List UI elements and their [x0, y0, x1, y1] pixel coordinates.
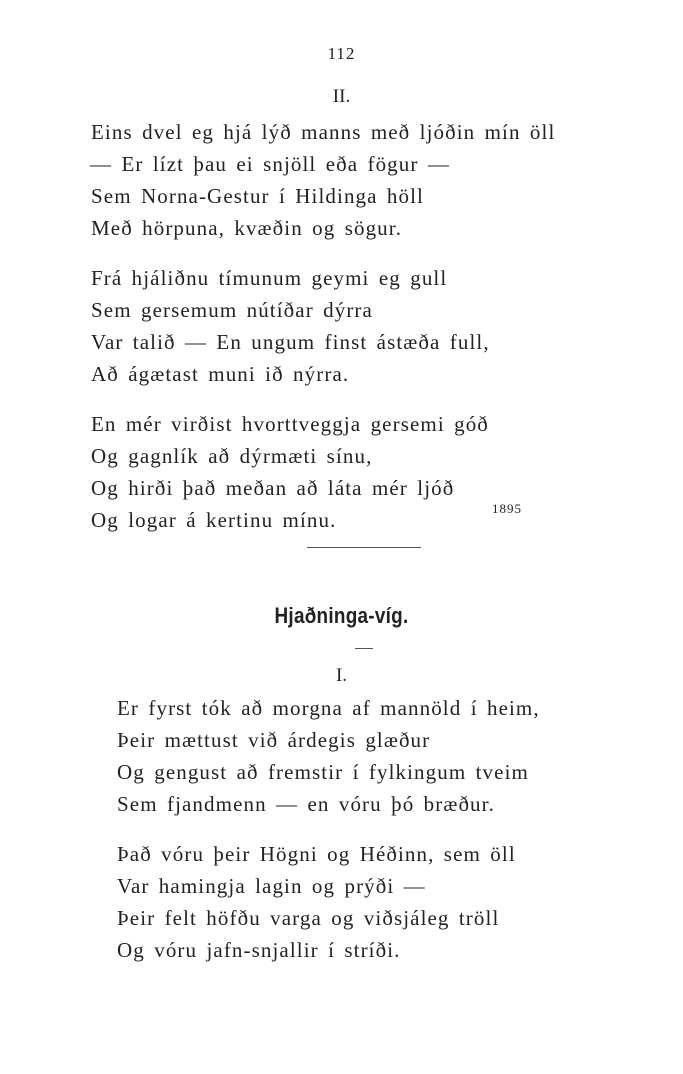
verse-line: Var hamingja lagin og prýði — — [117, 874, 426, 898]
verse-line: Að ágætast muni ið nýrra. — [91, 362, 350, 386]
verse-line: Þeir felt höfðu varga og viðsjáleg tröll — [117, 906, 500, 930]
poem-title: Hjaðninga-víg. — [274, 603, 409, 628]
verse-line: — Er lízt þau ei snjöll eða fögur — — [90, 152, 450, 176]
verse-line: Frá hjáliðnu tímunum geymi eg gull — [91, 266, 448, 290]
poem-section-one — [117, 692, 540, 984]
section-divider — [307, 547, 421, 548]
poem-section-two — [91, 116, 555, 554]
verse-line: Sem gersemum nútíðar dýrra — [91, 298, 373, 322]
verse-line: Og logar á kertinu mínu. — [91, 508, 337, 532]
verse-line: Og gengust að fremstir í fylkingum tveim — [117, 760, 529, 784]
verse-line: Var talið — En ungum finst ástæða full, — [91, 330, 490, 354]
stanza — [91, 116, 555, 244]
section-numeral-one: I. — [335, 665, 348, 686]
poem-date: 1895 — [492, 501, 522, 516]
page-number: 112 — [327, 44, 356, 63]
stanza — [91, 262, 555, 390]
verse-line: Og hirði það meðan að láta mér ljóð — [91, 476, 455, 500]
verse-line: Þeir mættust við árdegis glæður — [117, 728, 431, 752]
verse-line: Og vóru jafn-snjallir í stríði. — [117, 938, 401, 962]
verse-line: Sem Norna-Gestur í Hildinga höll — [91, 184, 424, 208]
stanza — [91, 408, 555, 536]
verse-line: Eins dvel eg hjá lýð manns með ljóðin mín öll — [91, 120, 556, 144]
verse-line: Með hörpuna, kvæðin og sögur. — [91, 216, 403, 240]
verse-line: Sem fjandmenn — en vóru þó bræður. — [117, 792, 495, 816]
verse-line: Það vóru þeir Högni og Héðinn, sem öll — [117, 842, 516, 866]
verse-line: En mér virðist hvorttveggja gersemi góð — [91, 412, 489, 436]
verse-line: Og gagnlík að dýrmæti sínu, — [91, 444, 373, 468]
title-underline — [355, 648, 373, 649]
verse-line: Er fyrst tók að morgna af mannöld í heim, — [117, 696, 540, 720]
stanza — [117, 692, 540, 820]
section-numeral-two: II. — [332, 86, 351, 107]
stanza — [117, 838, 540, 966]
